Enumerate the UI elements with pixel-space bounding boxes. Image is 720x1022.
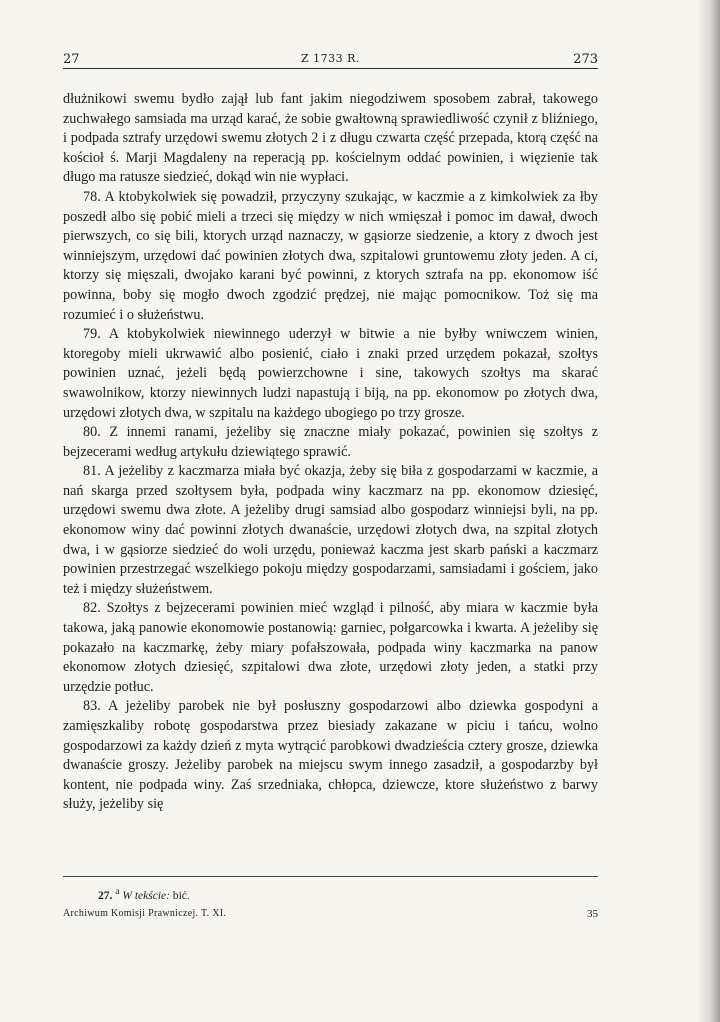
- paragraph-79: 79. A ktobykolwiek niewinnego uderzył w bitwie a nie byłby wniwczem winien, ktoregoby mieli ukrwawić albo posienić, ciało i znaki przed urzędem pokazał, szołtys powinien uznać, jeżeli będą powierzchowne i sine, takowych szołtys ma skarać swawolnikow, ktorzy niewinnych ludzi napastują i biją, na pp. ekonomow po złotych dwa, urzędowi złotych dwa, w szpitalu na każdego ubogiego po trzy grosze.: [63, 326, 598, 421]
- footer-signature: Archiwum Komisji Prawniczej. T. XI.: [63, 908, 227, 919]
- header-rule: [63, 68, 598, 69]
- footnote-number: 27.: [98, 889, 113, 902]
- footnote-text: bić.: [172, 889, 190, 902]
- paragraph-continued: dłużnikowi swemu bydło zajął lub fant jakim niegodziwem sposobem zabrał, takowego zuchwałego samsiada ma urząd karać, że sobie gwałtowną sprawiedliwość czynił z bliźniego, i podpada sztrafy urzędowi swemu złotych 2 i z długu czwarta część przepada, ktorą część na kościoł ś. Marji Magdaleny na reperacją pp. kościelnym oddać powinien, i więzienie tak długo ma ratusze siedzieć, dokąd win nie wypłaci.: [63, 91, 598, 186]
- header-left-number: 27: [63, 52, 80, 67]
- paragraph-82: 82. Szołtys z bejzecerami powinien mieć wzgląd i pilność, aby miara w kaczmie była takowa, jaką panowie ekonomowie postanowią: garniec, połgarcowka i kwarta. A jeżeliby się pokazało na kaczmarkę, żeby miary pofałszowała, podpada winy kaczmarka na panow ekonomow złotych dziesięć, szpitalowi dwa złote, urzędowi złoty jeden, a statki przy urzędzie potłuc.: [63, 600, 598, 695]
- paragraph-78: 78. A ktobykolwiek się powadził, przyczyny szukając, w kaczmie a z kimkolwiek za łby poszedł albo się pobić mieli a trzeci się między w nich wmięszał i pomoc im dawał, dwoch pierwszych, co się bili, ktorych urząd naznaczy, w gąsiorze siedzenie, a ktory z dwoch jest winniejszym, urzędowi dać powinien złotych dwa, szpitalowi gruntowemu złoty jeden. A ci, ktorzy się mięszali, dwojako karani być powinni, z ktorych sztrafa na pp. ekonomow iść powinna, boby się mogło dwoch zgodzić prędzej, nie mając pomocnikow. Toż się ma rozumieć i o służeństwu.: [63, 188, 598, 323]
- paragraph-80: 80. Z innemi ranami, jeżeliby się znaczne miały pokazać, powinien się szołtys z bejzecerami według artykułu dziewiątego sprawić.: [63, 424, 598, 460]
- footnote-rule: [63, 876, 598, 877]
- footnote: [98, 886, 190, 902]
- running-header: [63, 48, 598, 70]
- paragraph-83: 83. A jeżeliby parobek nie był posłuszny gospodarzowi albo dziewka gospodyni a zamięszkaliby robotę gospodarstwa przez biesiady zakazane w piciu i tańcu, wolno gospodarzowi za każdy dzień z myta wytrącić parobkowi dwadzieścia cztery grosze, dziewka dwanaście groszy. Jeżeliby parobek na miejscu swym innego zasadził, a gospodarzby był kontent, nie podpada winy. Zaś srzedniaka, chłopca, dziewcze, ktore służeństwo z barwy służy, jeżeliby się: [63, 698, 598, 813]
- header-title: Z 1733 R.: [301, 52, 360, 65]
- paragraph-81: 81. A jeżeliby z kaczmarza miała być okazja, żeby się biła z gospodarzami w kaczmie, a nań skarga przed szołtysem była, podpada winy kaczmarz na pp. ekonomow dziesięć, urzędowi swemu dwa złote. A jeżeliby drugi samsiad albo gospodarz winniejsi byli, na pp. ekonomow winy dać powinni złotych dwanaście, urzędowi złotych dwa, na szpital złotych dwa, i w gąsiorze siedzieć do woli urzędu, ponieważ kaczma jest skarb pański a kaczmarz powinien przestrzegać wszelkiego pokoju między gospodarzami, samsiadami i gościem, jako też i między służeństwem.: [63, 463, 598, 597]
- footer-sheet-number: 35: [587, 908, 598, 920]
- footnote-label: W tekście:: [122, 889, 170, 902]
- page-number: 273: [573, 52, 598, 67]
- page-edge-shadow: [696, 0, 720, 1022]
- body-text: [63, 90, 598, 815]
- footnote-marker: a: [115, 886, 120, 897]
